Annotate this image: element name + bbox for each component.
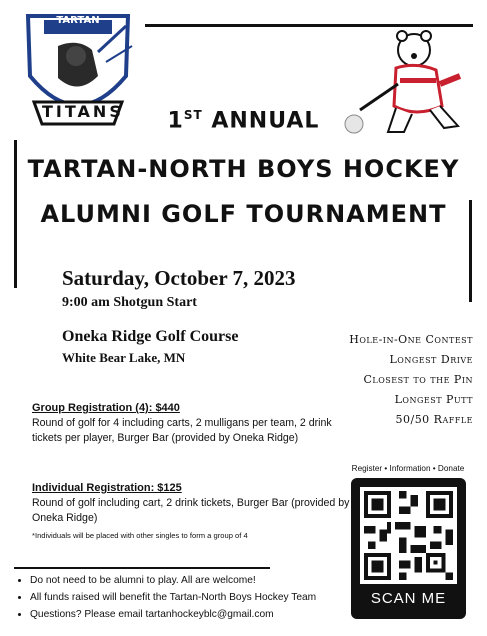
event-date: Saturday, October 7, 2023 <box>62 266 296 290</box>
heading-team: TARTAN-NORTH BOYS HOCKEY <box>27 155 460 183</box>
annual-suffix: ST <box>183 108 203 122</box>
annual-number: 1 <box>167 108 184 134</box>
qr-caption: Register • Information • Donate <box>351 464 465 473</box>
heading-event: ALUMNI GOLF TOURNAMENT <box>40 200 447 228</box>
logo-top-text: TARTAN <box>56 15 100 26</box>
individual-heading: Individual Registration: $125 <box>32 482 182 494</box>
group-heading: Group Registration (4): $440 <box>32 402 180 414</box>
qr-code[interactable] <box>360 487 457 584</box>
scan-me-label: SCAN ME <box>370 590 447 607</box>
individual-registration <box>32 482 350 540</box>
contest-item: 50/50 Raffle <box>395 413 473 426</box>
bullet-item: • All funds raised will benefit the Tartan-North Boys Hockey Team <box>30 589 316 606</box>
bullets-rule <box>14 567 270 569</box>
bullet-item: • Questions? Please email tartanhockeyblc@gmail.com <box>30 606 316 623</box>
contest-item: Longest Putt <box>394 393 473 406</box>
individual-note: *Individuals will be placed with other singles to form a group of 4 <box>32 531 248 540</box>
qr-code-icon <box>360 487 457 584</box>
contest-item: Closest to the Pin <box>363 373 473 386</box>
contest-item: Hole-in-One Contest <box>349 333 473 346</box>
heading-annual <box>0 108 487 133</box>
logo-bottom-text: TITANS <box>42 102 124 121</box>
contest-item: Longest Drive <box>389 353 473 366</box>
annual-word: ANNUAL <box>211 108 320 134</box>
group-registration <box>32 402 350 446</box>
qr-code-card[interactable] <box>351 478 466 619</box>
top-rule <box>145 24 473 27</box>
bullet-item: • Do not need to be alumni to play. All are welcome! <box>30 572 316 589</box>
event-city: White Bear Lake, MN <box>62 350 186 365</box>
group-details: Round of golf for 4 including carts, 2 mulligans per team, 2 drink tickets per player, Burger Bar (provided by Oneka Ridge) <box>32 417 332 444</box>
individual-details: Round of golf including cart, 2 drink tickets, Burger Bar (provided by Oneka Ridge) <box>32 497 350 524</box>
event-venue: Oneka Ridge Golf Course <box>62 328 239 345</box>
info-bullets <box>14 572 316 623</box>
event-start: 9:00 am Shotgun Start <box>62 295 197 310</box>
